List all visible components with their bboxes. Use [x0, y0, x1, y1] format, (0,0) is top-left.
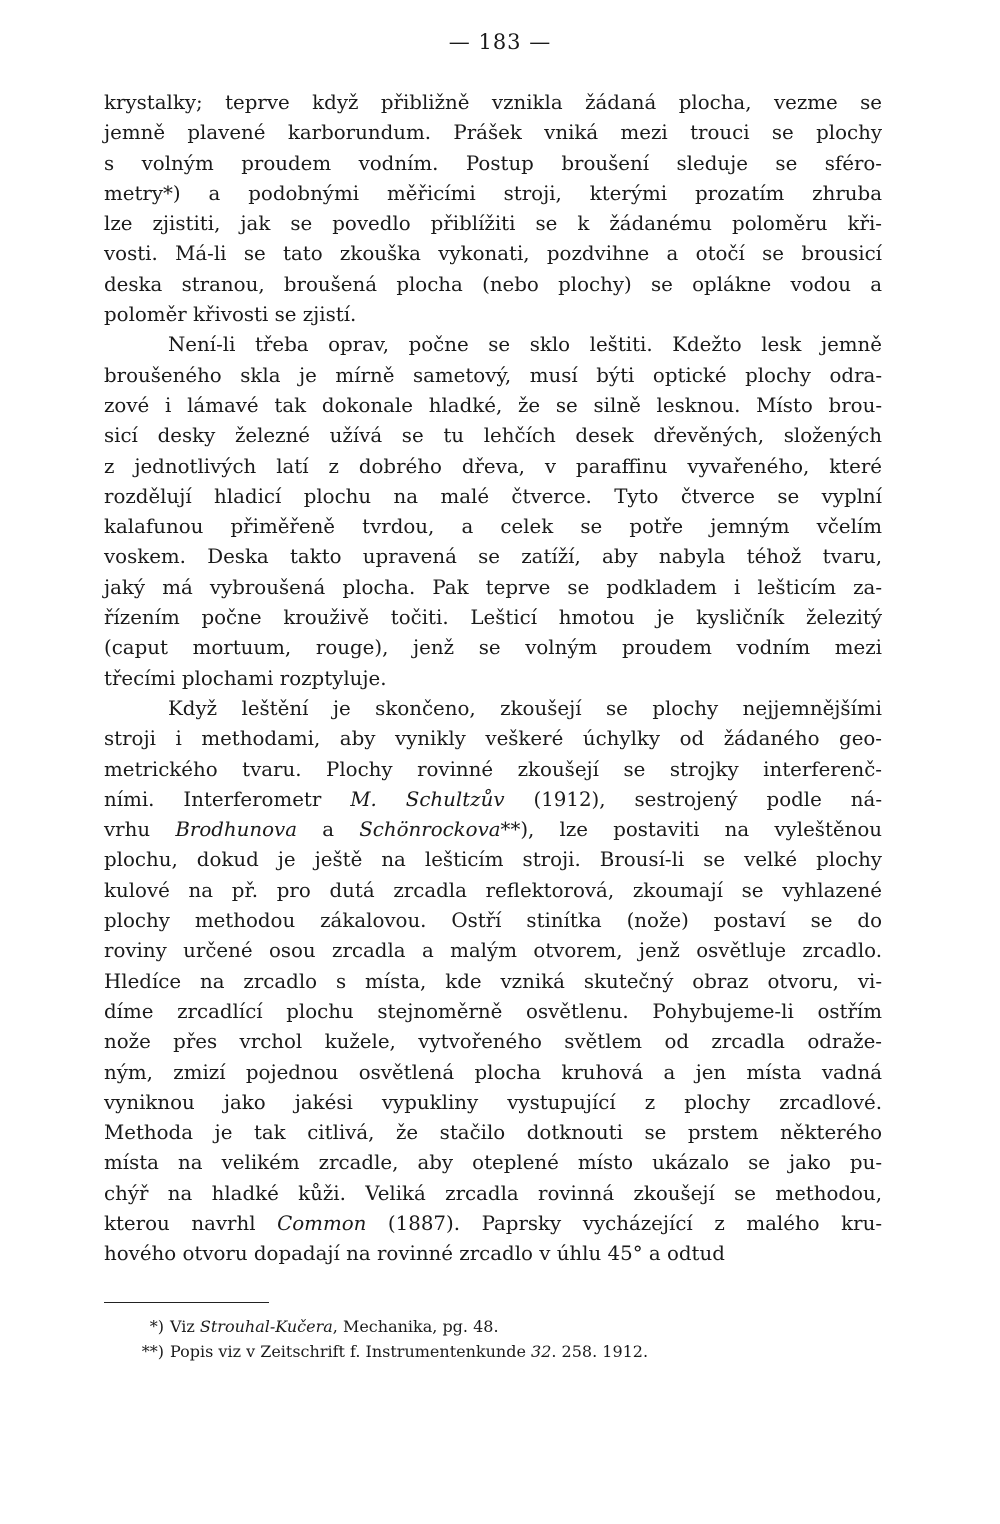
- text-run: plochy methodou zákalovou. Ostří stinítka (nože) postaví se do: [104, 909, 882, 933]
- text-line: [104, 300, 882, 330]
- text-run: řízením počne krouživě točiti. Lešticí hmotou je kysličník železitý: [104, 606, 882, 630]
- footnote: [104, 1314, 882, 1339]
- text-run: stroji i methodami, aby vynikly veškeré úchylky od žádaného geo-: [104, 727, 882, 751]
- page-number: — 183 —: [448, 30, 552, 54]
- text-run: krystalky; teprve když přibližně vznikla žádaná plocha, vezme se: [104, 91, 882, 114]
- text-run: voskem. Deska takto upravená se zatíží, aby nabyla téhož tvaru,: [104, 545, 882, 569]
- text-run: (1912), sestrojený podle ná-: [504, 787, 882, 811]
- text-run: ným, zmizí pojednou osvětlená plocha kruhová a jen místa vadná: [104, 1060, 882, 1084]
- text-line: [104, 149, 882, 179]
- text-run: . 258. 1912.: [551, 1342, 649, 1361]
- text-run: (1887). Paprsky vycházející z malého kru-: [366, 1211, 882, 1235]
- text-line: [104, 1239, 882, 1269]
- paragraph: [104, 330, 882, 694]
- text-line: [104, 694, 882, 724]
- text-run: rozdělují hladicí plochu na malé čtverce. Tyto čtverce se vyplní: [104, 484, 882, 508]
- text-run: a: [297, 818, 360, 842]
- text-run: **), lze postaviti na vyleštěnou: [500, 818, 882, 842]
- text-line: [104, 482, 882, 512]
- text-run: metry*) a podobnými měřicími stroji, kterými prozatím zhruba: [104, 181, 882, 205]
- italic-text: Schönrockova: [359, 818, 501, 842]
- footnote-marker: **): [141, 1342, 164, 1361]
- text-run: s volným proudem vodním. Postup broušení sleduje se sféro-: [104, 151, 882, 175]
- text-line: [104, 452, 882, 482]
- text-run: plochu, dokud je ještě na lešticím stroji. Brousí-li se velké plochy: [104, 848, 882, 872]
- text-line: [104, 512, 882, 542]
- text-run: Viz: [170, 1317, 200, 1336]
- text-line: [104, 361, 882, 391]
- text-line: [104, 542, 882, 572]
- text-run: , Mechanika, pg. 48.: [332, 1317, 499, 1336]
- text-line: [104, 967, 882, 997]
- text-line: [104, 179, 882, 209]
- footnote-divider: [104, 1302, 269, 1303]
- text-run: Methoda je tak citlivá, že stačilo dotknouti se prstem některého: [104, 1121, 882, 1145]
- paragraph: [104, 88, 882, 330]
- text-line: [104, 1058, 882, 1088]
- text-run: kulové na př. pro dutá zrcadla reflektorová, zkoumají se vyhlazené: [104, 878, 882, 902]
- text-run: sicí desky železné užívá se tu lehčích desek dřevěných, složených: [104, 424, 882, 448]
- text-line: [104, 573, 882, 603]
- footnote: [104, 1339, 882, 1364]
- text-run: (caput mortuum, rouge), jenž se volným proudem vodním mezi: [104, 636, 882, 660]
- text-run: třecími plochami rozptyluje.: [104, 666, 387, 690]
- text-line: [104, 845, 882, 875]
- text-line: [104, 603, 882, 633]
- text-run: místa na velikém zrcadle, aby oteplené místo ukázalo se jako pu-: [104, 1151, 882, 1175]
- text-line: [104, 1088, 882, 1118]
- text-run: vyniknou jako jakési vypukliny vystupující z plochy zrcadlové.: [104, 1090, 882, 1114]
- footnotes: [104, 1314, 882, 1364]
- text-line: [104, 421, 882, 451]
- text-run: kalafunou přiměřeně tvrdou, a celek se potře jemným včelím: [104, 515, 882, 539]
- text-run: jemně plavené karborundum. Prášek vniká mezi trouci se plochy: [104, 121, 882, 145]
- text-run: metrického tvaru. Plochy rovinné zkoušejí se strojky interferenč-: [104, 757, 882, 781]
- text-line: [104, 330, 882, 360]
- text-run: vosti. Má-li se tato zkouška vykonati, pozdvihne a otočí se brousicí: [104, 242, 882, 266]
- paragraph: [104, 694, 882, 1270]
- footnote-marker: *): [149, 1317, 164, 1336]
- italic-text: 32: [531, 1342, 552, 1361]
- text-run: broušeného skla je mírně sametový, musí býti optické plochy odra-: [104, 363, 882, 387]
- text-line: [104, 88, 882, 118]
- text-line: [104, 270, 882, 300]
- text-line: [104, 936, 882, 966]
- text-line: [104, 876, 882, 906]
- text-run: hového otvoru dopadají na rovinné zrcadlo v úhlu 45° a odtud: [104, 1242, 725, 1266]
- text-line: [104, 724, 882, 754]
- text-line: [104, 209, 882, 239]
- text-line: [104, 906, 882, 936]
- text-line: [104, 785, 882, 815]
- text-line: [104, 1179, 882, 1209]
- text-line: [104, 118, 882, 148]
- text-line: [104, 239, 882, 269]
- text-line: [104, 1027, 882, 1057]
- text-run: chýř na hladké kůži. Veliká zrcadla rovinná zkoušejí se methodou,: [104, 1181, 882, 1205]
- text-run: vrhu: [104, 818, 176, 842]
- text-line: [104, 997, 882, 1027]
- text-run: lze zjistiti, jak se povedlo přiblížiti se k žádanému poloměru kři-: [104, 212, 882, 236]
- text-run: deska stranou, broušená plocha (nebo plochy) se opláknе vodou a: [104, 272, 882, 296]
- text-run: poloměr křivosti se zjistí.: [104, 303, 357, 327]
- text-run: z jednotlivých latí z dobrého dřeva, v paraffinu vyvařeného, které: [104, 454, 882, 478]
- text-run: Popis viz v Zeitschrift f. Instrumentenkunde: [170, 1342, 532, 1361]
- italic-text: Strouhal-Kučera: [199, 1317, 333, 1336]
- italic-text: Brodhunova: [175, 818, 297, 842]
- italic-text: M. Schultzův: [350, 787, 505, 811]
- text-line: [104, 755, 882, 785]
- text-run: Hledíce na zrcadlo s místa, kde vzniká skutečný obraz otvoru, vi-: [104, 969, 882, 993]
- body-text: [104, 88, 882, 1270]
- text-run: kterou navrhl: [104, 1211, 278, 1235]
- text-run: jaký má vybroušená plocha. Pak teprve se podkladem i lešticím za-: [104, 575, 882, 599]
- text-line: [104, 1209, 882, 1239]
- text-line: [104, 633, 882, 663]
- italic-text: Common: [277, 1211, 367, 1235]
- text-line: [104, 664, 882, 694]
- text-run: ními. Interferometr: [104, 787, 351, 811]
- text-run: díme zrcadlící plochu stejnoměrně osvětlenu. Pohybujeme-li ostřím: [104, 999, 882, 1023]
- text-run: nože přes vrchol kužele, vytvořeného světlem od zrcadla odraže-: [104, 1030, 882, 1054]
- text-run: roviny určené osou zrcadla a malým otvorem, jenž osvětluje zrcadlo.: [104, 939, 882, 963]
- text-run: zové i lámavé tak dokonale hladké, že se silně lesknou. Místo brou-: [104, 393, 882, 417]
- text-line: [104, 1118, 882, 1148]
- text-line: [104, 1148, 882, 1178]
- text-line: [104, 815, 882, 845]
- text-run: Když leštění je skončeno, zkoušejí se plochy nejjemnějšími: [168, 696, 882, 720]
- text-run: Není-li třeba oprav, počne se sklo leštiti. Kdežto lesk jemně: [168, 333, 882, 357]
- text-line: [104, 391, 882, 421]
